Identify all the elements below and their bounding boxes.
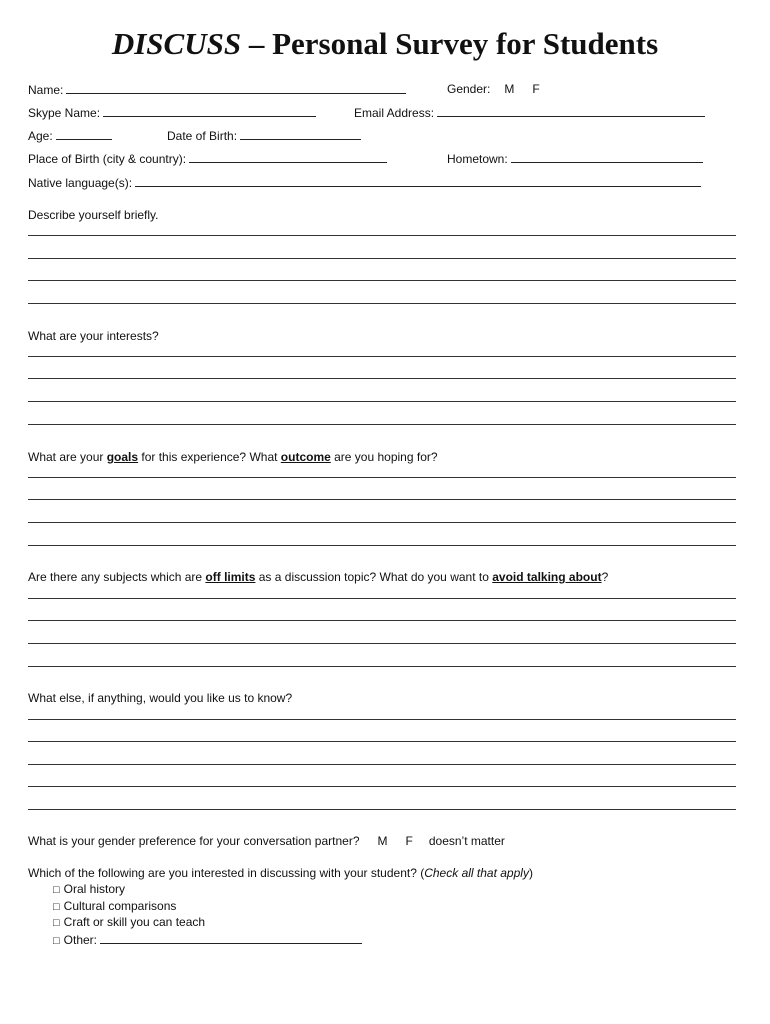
answer-line[interactable] [28,235,736,236]
other-field[interactable] [100,932,362,944]
off-limits-emphasis: off limits [205,570,256,584]
interested-text-pre: Which of the following are you interested in discussing with your student? ( [28,866,425,880]
answer-line[interactable] [28,424,736,425]
answer-line[interactable] [28,809,736,810]
outcome-emphasis: outcome [280,450,331,464]
dob-row [167,128,361,144]
email-row [354,105,705,121]
dob-field[interactable] [240,128,361,140]
age-row [28,128,112,144]
answer-line[interactable] [28,719,736,720]
option-label: Craft or skill you can teach [63,915,206,929]
answer-line[interactable] [28,764,736,765]
answer-line[interactable] [28,477,736,478]
gender-preference-row [28,834,505,849]
answer-line[interactable] [28,258,736,259]
answer-line[interactable] [28,401,736,402]
place-of-birth-row [28,151,387,167]
goals-text-post: are you hoping for? [330,450,438,464]
else-question: What else, if anything, would you like us to know? [28,691,293,705]
gender-m-option[interactable]: M [504,82,515,96]
checkbox-icon[interactable]: □ [53,884,60,896]
answer-line[interactable] [28,620,736,621]
email-field[interactable] [437,105,705,117]
name-field[interactable] [66,82,406,94]
subjects-text-post: ? [601,570,609,584]
option-craft-skill[interactable] [53,915,205,931]
name-label: Name: [28,83,64,97]
option-other[interactable] [53,932,362,949]
page-title [0,26,770,62]
subjects-text-mid: as a discussion topic? What do you want to [255,570,493,584]
age-field[interactable] [56,128,112,140]
gender-f-option[interactable]: F [532,82,540,96]
answer-line[interactable] [28,522,736,523]
answer-line[interactable] [28,643,736,644]
answer-line[interactable] [28,741,736,742]
option-oral-history[interactable] [53,882,125,898]
interested-question [28,866,533,881]
option-label: Oral history [63,882,126,896]
gender-preference-none-option[interactable]: doesn’t matter [428,834,505,848]
gender-label: Gender: [447,82,491,96]
avoid-talking-emphasis: avoid talking about [492,570,602,584]
email-label: Email Address: [354,106,435,120]
age-label: Age: [28,129,53,143]
checkbox-icon[interactable]: □ [53,917,60,929]
place-of-birth-field[interactable] [189,151,387,163]
gender-preference-f-option[interactable]: F [405,834,413,848]
answer-line[interactable] [28,598,736,599]
place-of-birth-label: Place of Birth (city & country): [28,152,187,166]
answer-line[interactable] [28,356,736,357]
option-label: Other: [63,933,98,947]
describe-question: Describe yourself briefly. [28,208,159,222]
dob-label: Date of Birth: [167,129,238,143]
title-emphasis: DISCUSS [111,26,242,61]
skype-row [28,105,316,121]
interested-instruction: Check all that apply [424,866,529,880]
option-cultural-comparisons[interactable] [53,899,176,915]
subjects-question [28,570,608,585]
subjects-text-pre: Are there any subjects which are [28,570,206,584]
name-row [28,82,406,98]
goals-text-mid: for this experience? What [138,450,281,464]
hometown-field[interactable] [511,151,703,163]
answer-line[interactable] [28,378,736,379]
gender-row [447,82,540,97]
answer-line[interactable] [28,499,736,500]
hometown-row [447,151,703,167]
interests-question: What are your interests? [28,329,159,343]
goals-text-pre: What are your [28,450,107,464]
skype-field[interactable] [103,105,316,117]
answer-line[interactable] [28,545,736,546]
answer-line[interactable] [28,666,736,667]
option-label: Cultural comparisons [63,899,177,913]
hometown-label: Hometown: [447,152,508,166]
interested-text-post: ) [528,866,533,880]
gender-preference-m-option[interactable]: M [377,834,388,848]
gender-preference-question: What is your gender preference for your conversation partner? [28,834,360,848]
checkbox-icon[interactable]: □ [53,935,60,947]
skype-label: Skype Name: [28,106,101,120]
answer-line[interactable] [28,786,736,787]
native-language-row [28,175,701,191]
native-language-label: Native language(s): [28,176,133,190]
answer-line[interactable] [28,280,736,281]
checkbox-icon[interactable]: □ [53,901,60,913]
title-rest: – Personal Survey for Students [241,26,659,61]
answer-line[interactable] [28,303,736,304]
goals-question [28,450,438,465]
goals-emphasis: goals [106,450,139,464]
native-language-field[interactable] [135,175,701,187]
